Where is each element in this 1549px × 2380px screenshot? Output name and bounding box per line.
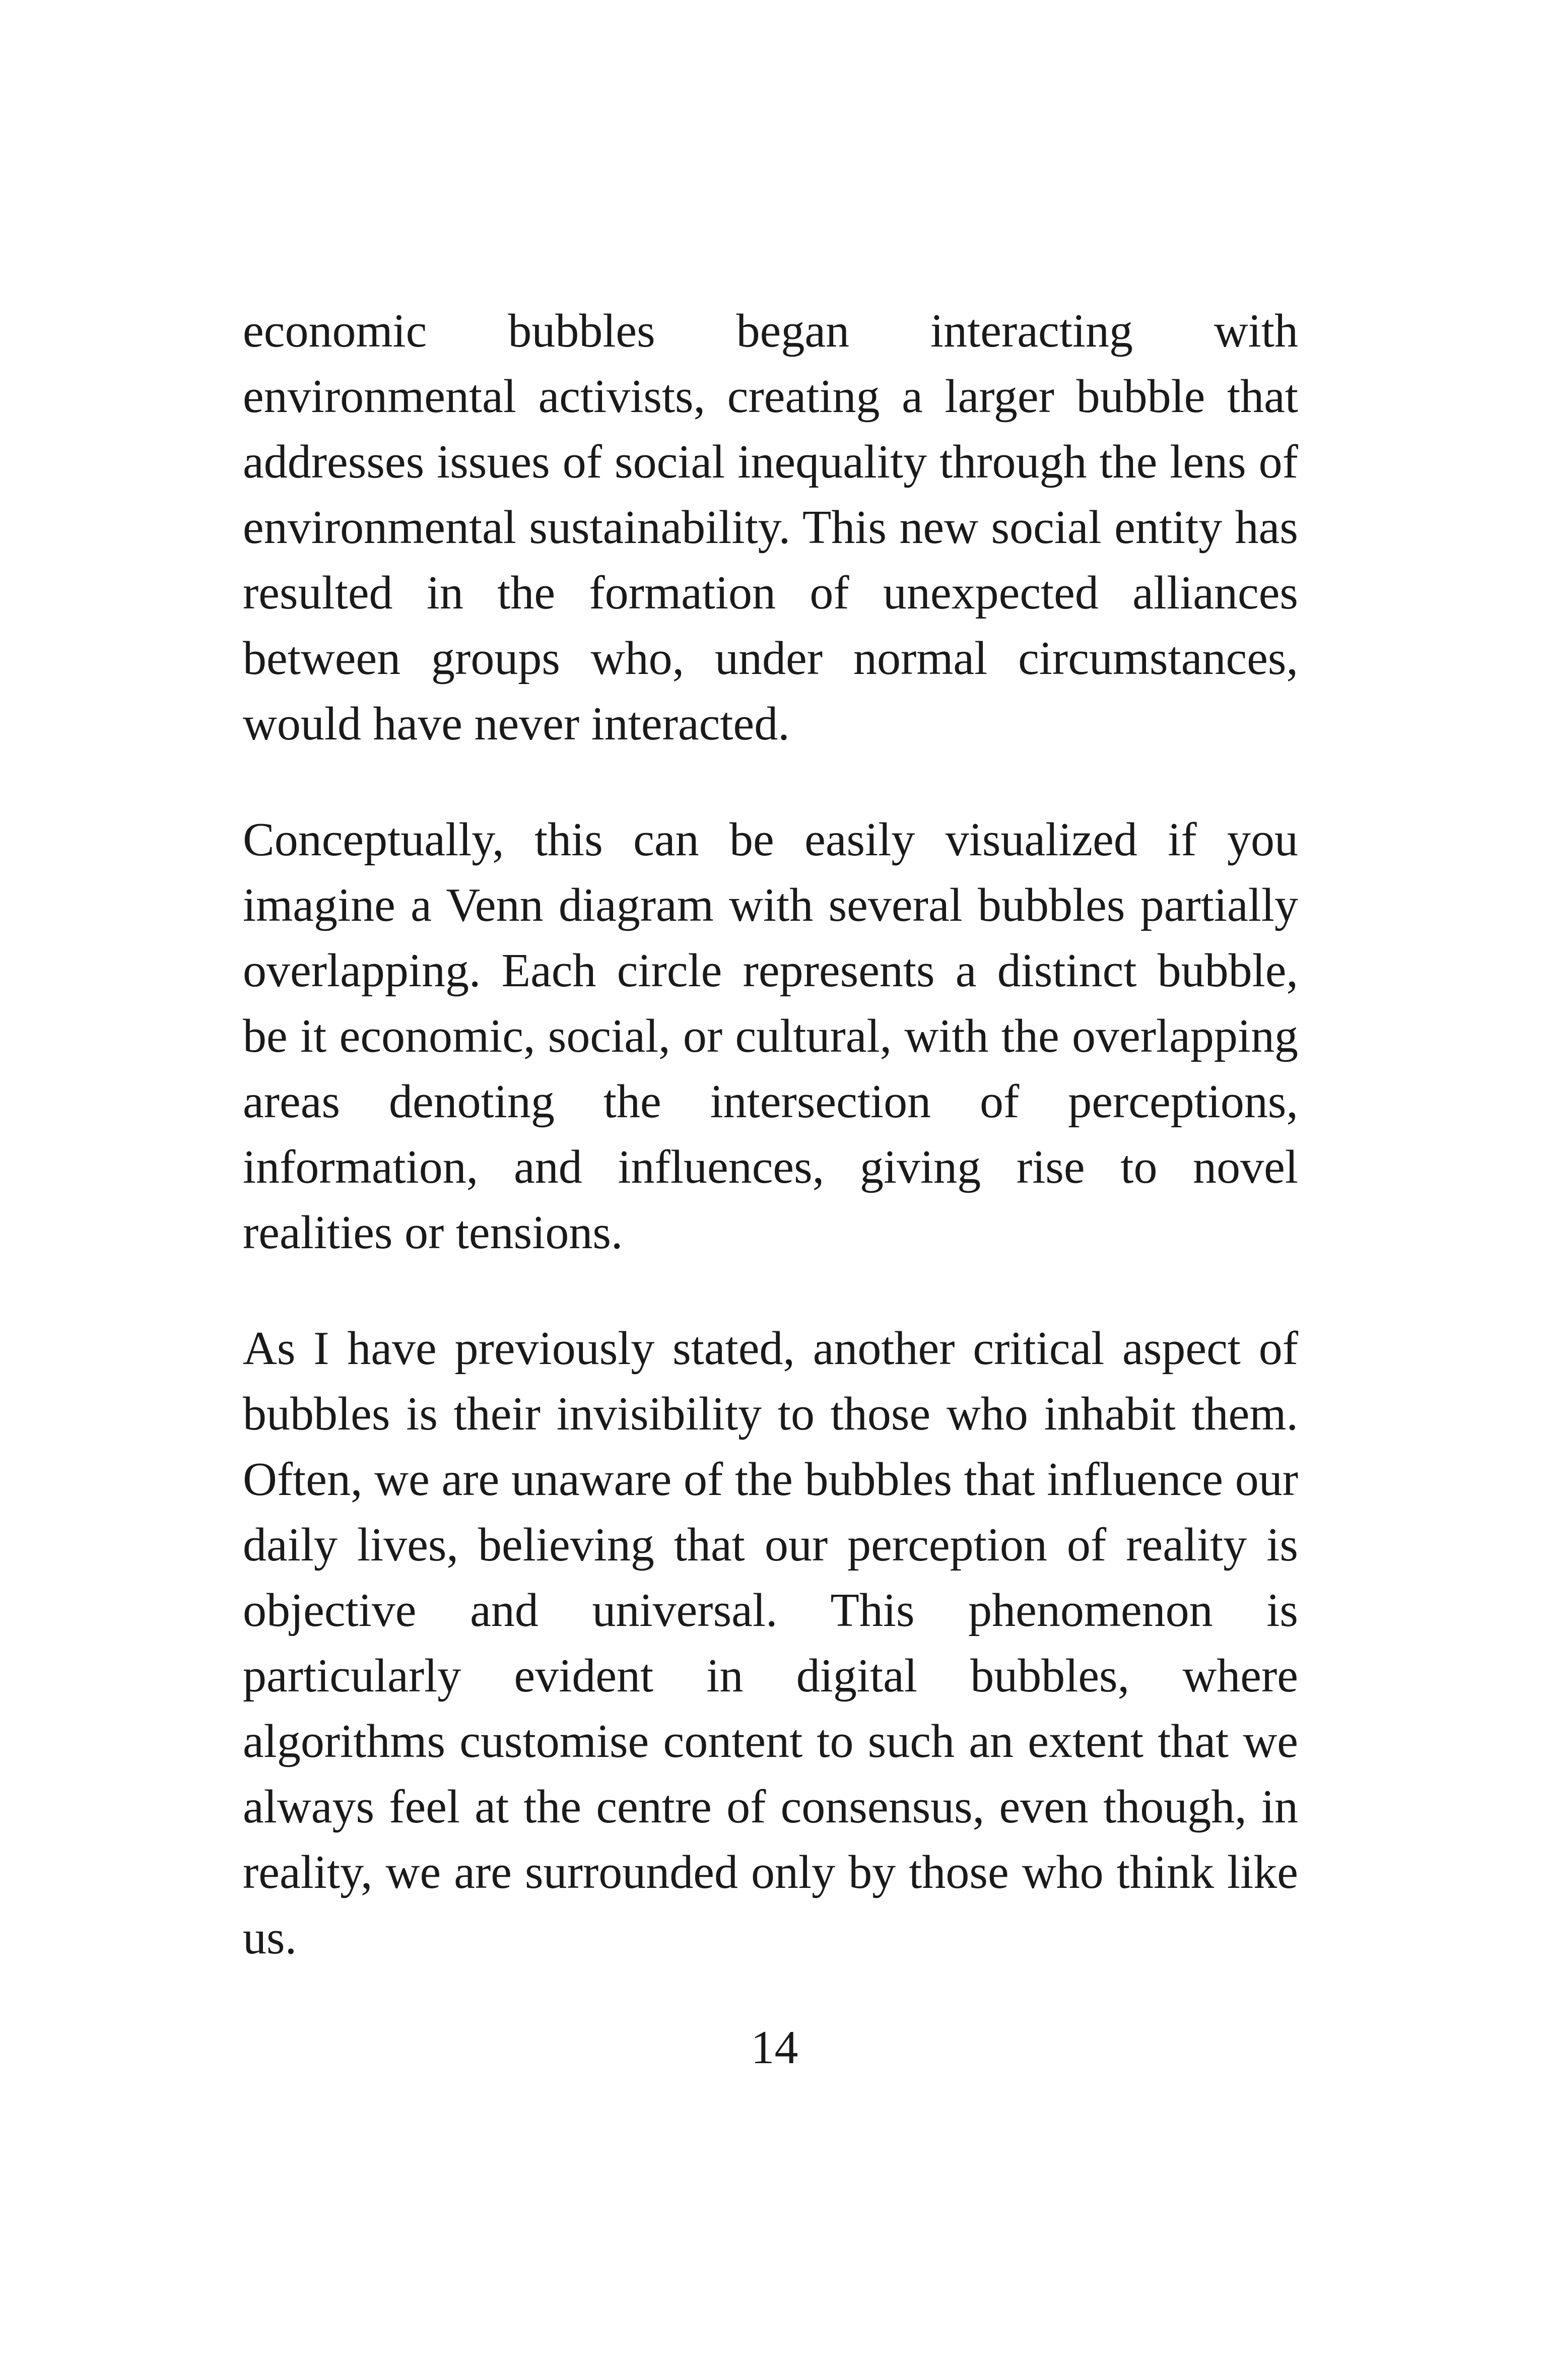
body-text (243, 298, 1298, 1970)
paragraph-3: As I have previously stated, another critical aspect of bubbles is their invisibility to those who inhabit them. Often, we are unaware of the bubbles that influence our daily lives, believing that our perception of reality is objective and universal. This phenomenon is particularly evident in digital bubbles, where algorithms customise content to such an extent that we always feel at the centre of consensus, even though, in reality, we are surrounded only by those who think like us. (243, 1322, 1298, 1964)
page-number: 14 (751, 2021, 798, 2074)
paragraph-1: economic bubbles began interacting with environmental activists, creating a larger bubble that addresses issues of social inequality through the lens of environmental sustainability. This new social entity has resulted in the formation of unexpected alliances between groups who, under normal circumstances, would have never interacted. (243, 305, 1298, 750)
paragraph-2: Conceptually, this can be easily visualized if you imagine a Venn diagram with several bubbles partially overlapping. Each circle represents a distinct bubble, be it economic, social, or cultural, with the overlapping areas denoting the intersection of perceptions, information, and influences, giving rise to novel realities or tensions. (243, 813, 1298, 1259)
